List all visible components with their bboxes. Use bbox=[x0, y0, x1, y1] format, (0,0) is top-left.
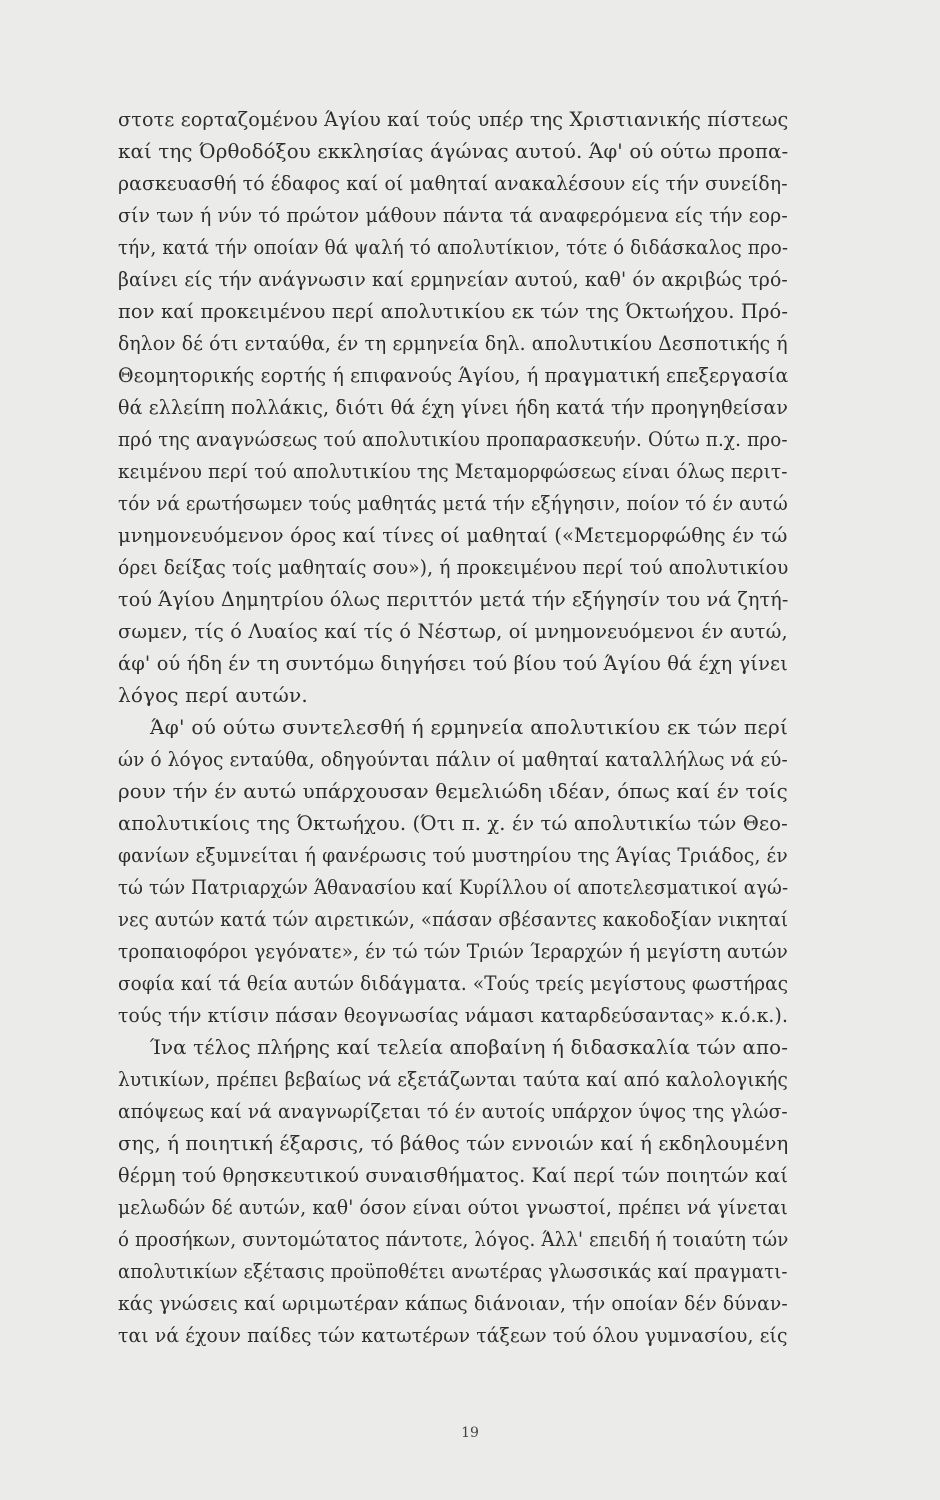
text-line: βαίνει είς τήν ανάγνωσιν καί ερμηνείαν αυτού, καθ' όν ακριβώς τρό- bbox=[118, 267, 788, 291]
text-line: στοτε εορταζομένου Άγίου καί τούς υπέρ της Χριστιανικής πίστεως bbox=[118, 107, 789, 131]
page-number: 19 bbox=[461, 1425, 479, 1441]
text-line: σοφία καί τά θεία αυτών διδάγματα. «Τούς τρείς μεγίστους φωστήρας bbox=[118, 971, 789, 995]
text-line: όρει δείξας τοίς μαθηταίς σου»), ή προκειμένου περί τού απολυτικίου bbox=[118, 555, 789, 579]
text-line: άφ' ού ήδη έν τη συντόμω διηγήσει τού βίου τού Άγίου θά έχη γίνει bbox=[118, 651, 788, 675]
text-line: τώ τών Πατριαρχών Άθανασίου καί Κυρίλλου οί αποτελεσματικοί αγώ- bbox=[118, 875, 789, 899]
text-line: τού Άγίου Δημητρίου όλως περιττόν μετά τήν εξήγησίν του νά ζητή- bbox=[118, 587, 789, 611]
text-line: ρασκευασθή τό έδαφος καί οί μαθηταί ανακαλέσουν είς τήν συνείδη- bbox=[118, 171, 788, 195]
text-line: απολυτικίων εξέτασις προϋποθέτει ανωτέρας γλωσσικάς καί πραγματι- bbox=[118, 1259, 788, 1283]
text-line: μνημονευόμενον όρος καί τίνες οί μαθηταί («Μετεμορφώθης έν τώ bbox=[118, 523, 788, 547]
text-line: λόγος περί αυτών. bbox=[118, 683, 308, 707]
text-line: τήν, κατά τήν οποίαν θά ψαλή τό απολυτίκιον, τότε ό διδάσκαλος προ- bbox=[118, 235, 789, 259]
text-line: σίν των ή νύν τό πρώτον μάθουν πάντα τά αναφερόμενα είς τήν εορ- bbox=[118, 203, 788, 227]
text-line: θέρμη τού θρησκευτικού συναισθήματος. Καί περί τών ποιητών καί bbox=[118, 1163, 789, 1187]
text-line: λυτικίων, πρέπει βεβαίως νά εξετάζωνται ταύτα καί από καλολογικής bbox=[118, 1067, 788, 1091]
text-line: απολυτικίοις της Όκτωήχου. (Ότι π. χ. έν τώ απολυτικίω τών Θεο- bbox=[118, 811, 788, 835]
text-line: θά ελλείπη πολλάκις, διότι θά έχη γίνει ήδη κατά τήν προηγηθείσαν bbox=[118, 395, 789, 419]
text-line: πρό της αναγνώσεως τού απολυτικίου προπαρασκευήν. Ούτω π.χ. προ- bbox=[118, 427, 788, 451]
text-line: ών ό λόγος ενταύθα, οδηγούνται πάλιν οί μαθηταί καταλλήλως νά εύ- bbox=[118, 747, 788, 771]
text-line: κάς γνώσεις καί ωριμωτέραν κάπως διάνοιαν, τήν οποίαν δέν δύναν- bbox=[118, 1291, 788, 1315]
text-line: σης, ή ποιητική έξαρσις, τό βάθος τών εννοιών καί ή εκδηλουμένη bbox=[118, 1131, 789, 1155]
text-line: τούς τήν κτίσιν πάσαν θεογνωσίας νάμασι καταρδεύσαντας» κ.ό.κ.). bbox=[118, 1003, 789, 1027]
text-line: τόν νά ερωτήσωμεν τούς μαθητάς μετά τήν εξήγησιν, ποίον τό έν αυτώ bbox=[118, 491, 788, 515]
text-line: φανίων εξυμνείται ή φανέρωσις τού μυστηρίου της Άγίας Τριάδος, έν bbox=[118, 843, 788, 867]
text-line: κειμένου περί τού απολυτικίου της Μεταμορφώσεως είναι όλως περιτ- bbox=[118, 459, 788, 483]
text-line: μελωδών δέ αυτών, καθ' όσον είναι ούτοι γνωστοί, πρέπει νά γίνεται bbox=[118, 1195, 788, 1219]
text-line: Θεομητορικής εορτής ή επιφανούς Άγίου, ή πραγματική επεξεργασία bbox=[118, 363, 789, 387]
text-line: καί της Όρθοδόξου εκκλησίας άγώνας αυτού. Άφ' ού ούτω προπα- bbox=[118, 139, 789, 163]
text-line: Ίνα τέλος πλήρης καί τελεία αποβαίνη ή διδασκαλία τών απο- bbox=[149, 1035, 789, 1059]
text-line: ό προσήκων, συντομώτατος πάντοτε, λόγος. Άλλ' επειδή ή τοιαύτη τών bbox=[118, 1227, 789, 1251]
text-line: σωμεν, τίς ό Λυαίος καί τίς ό Νέστωρ, οί μνημονευόμενοι έν αυτώ, bbox=[118, 619, 788, 643]
text-line: ρουν τήν έν αυτώ υπάρχουσαν θεμελιώδη ιδέαν, όπως καί έν τοίς bbox=[118, 779, 788, 803]
text-line: τροπαιοφόροι γεγόνατε», έν τώ τών Τριών Ίεραρχών ή μεγίστη αυτών bbox=[118, 939, 788, 963]
text-line: πον καί προκειμένου περί απολυτικίου εκ τών της Όκτωήχου. Πρό- bbox=[118, 299, 789, 323]
text-line: απόψεως καί νά αναγνωρίζεται τό έν αυτοίς υπάρχον ύψος της γλώσ- bbox=[118, 1099, 788, 1123]
text-line: ται νά έχουν παίδες τών κατωτέρων τάξεων τού όλου γυμνασίου, είς bbox=[118, 1323, 788, 1347]
text-line: δηλον δέ ότι ενταύθα, έν τη ερμηνεία δηλ. απολυτικίου Δεσποτικής ή bbox=[118, 331, 788, 355]
text-line: Άφ' ού ούτω συντελεσθή ή ερμηνεία απολυτικίου εκ τών περί bbox=[150, 715, 789, 739]
text-line: νες αυτών κατά τών αιρετικών, «πάσαν σβέσαντες κακοδοξίαν νικηταί bbox=[118, 907, 789, 931]
